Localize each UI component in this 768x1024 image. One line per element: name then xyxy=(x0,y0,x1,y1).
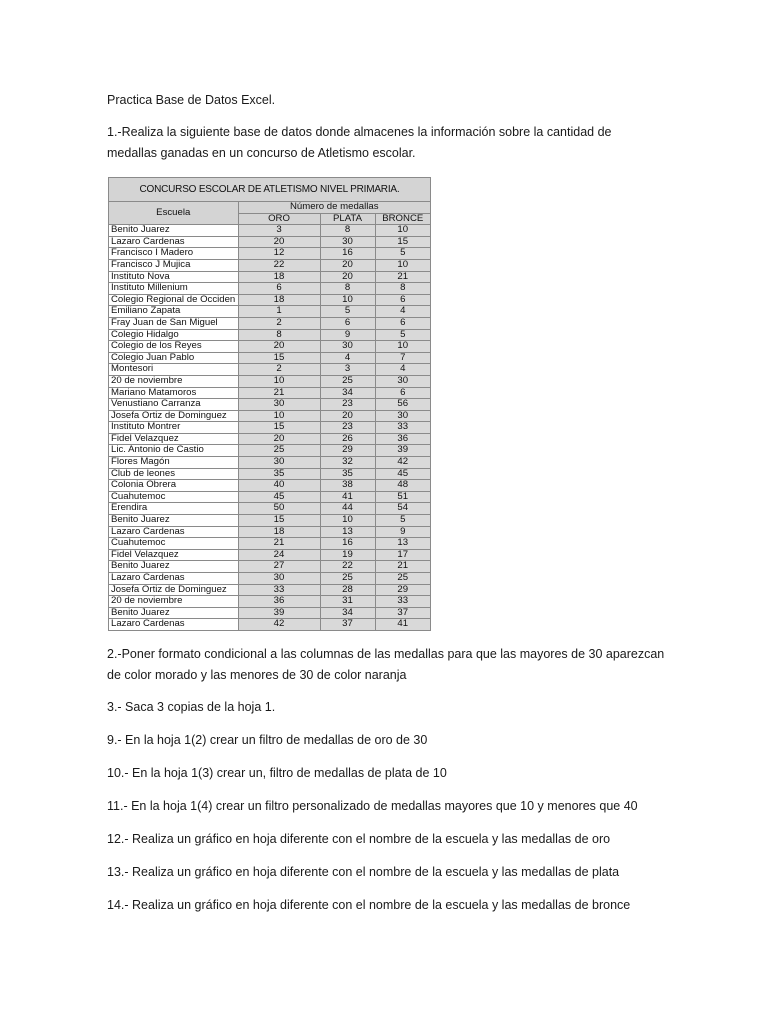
school-name-cell: Fray Juan de San Miguel xyxy=(109,317,238,329)
table-row xyxy=(109,248,430,260)
instruction-14: 14.- Realiza un gráfico en hoja diferente con el nombre de la escuela y las medallas de bronce xyxy=(107,898,631,912)
bronze-count-cell: 41 xyxy=(375,619,430,630)
silver-count-cell: 13 xyxy=(320,526,375,538)
bronze-count-cell: 8 xyxy=(375,283,430,295)
silver-count-cell: 34 xyxy=(320,387,375,399)
bronze-count-cell: 9 xyxy=(375,526,430,538)
bronze-count-cell: 21 xyxy=(375,561,430,573)
gold-count-cell: 20 xyxy=(238,341,320,353)
gold-count-cell: 22 xyxy=(238,259,320,271)
silver-count-cell: 8 xyxy=(320,283,375,295)
table-header-row xyxy=(109,202,430,213)
document-title: Practica Base de Datos Excel. xyxy=(107,93,276,107)
table-row xyxy=(109,503,430,515)
school-name-cell: Flores Magón xyxy=(109,457,238,469)
bronze-count-cell: 56 xyxy=(375,399,430,411)
gold-count-cell: 40 xyxy=(238,480,320,492)
silver-count-cell: 41 xyxy=(320,491,375,503)
silver-count-cell: 32 xyxy=(320,457,375,469)
table-row xyxy=(109,225,430,237)
silver-count-cell: 20 xyxy=(320,410,375,422)
bronze-count-cell: 6 xyxy=(375,294,430,306)
table-row xyxy=(109,294,430,306)
school-name-cell: Cuahutemoc xyxy=(109,538,238,550)
bronze-count-cell: 51 xyxy=(375,491,430,503)
bronze-count-cell: 4 xyxy=(375,364,430,376)
table-row xyxy=(109,468,430,480)
bronze-count-cell: 5 xyxy=(375,329,430,341)
instruction-9: 9.- En la hoja 1(2) crear un filtro de medallas de oro de 30 xyxy=(107,733,428,747)
table-row xyxy=(109,364,430,376)
bronze-count-cell: 13 xyxy=(375,538,430,550)
school-name-cell: Lazaro Cardenas xyxy=(109,236,238,248)
school-name-cell: Colegio de los Reyes xyxy=(109,341,238,353)
table-row xyxy=(109,283,430,295)
instruction-13: 13.- Realiza un gráfico en hoja diferente con el nombre de la escuela y las medallas de plata xyxy=(107,865,620,879)
gold-count-cell: 20 xyxy=(238,433,320,445)
silver-count-cell: 5 xyxy=(320,306,375,318)
bronze-count-cell: 15 xyxy=(375,236,430,248)
silver-count-cell: 4 xyxy=(320,352,375,364)
bronze-count-cell: 6 xyxy=(375,387,430,399)
school-name-cell: Instituto Millenium xyxy=(109,283,238,295)
instruction-2-line-2: de color morado y las menores de 30 de color naranja xyxy=(107,668,407,682)
silver-count-cell: 10 xyxy=(320,515,375,527)
gold-count-cell: 45 xyxy=(238,491,320,503)
bronze-count-cell: 10 xyxy=(375,341,430,353)
silver-count-cell: 26 xyxy=(320,433,375,445)
silver-count-cell: 34 xyxy=(320,607,375,619)
silver-count-cell: 35 xyxy=(320,468,375,480)
table-row xyxy=(109,387,430,399)
school-name-cell: Instituto Nova xyxy=(109,271,238,283)
medals-table xyxy=(109,202,430,630)
bronze-count-cell: 33 xyxy=(375,422,430,434)
school-name-cell: Benito Juarez xyxy=(109,561,238,573)
silver-count-cell: 25 xyxy=(320,573,375,585)
table-row xyxy=(109,526,430,538)
table-row xyxy=(109,259,430,271)
gold-count-cell: 18 xyxy=(238,271,320,283)
bronze-count-cell: 5 xyxy=(375,248,430,260)
bronze-count-cell: 39 xyxy=(375,445,430,457)
silver-count-cell: 23 xyxy=(320,422,375,434)
gold-count-cell: 24 xyxy=(238,549,320,561)
table-row xyxy=(109,329,430,341)
school-name-cell: Francisco I Madero xyxy=(109,248,238,260)
instruction-1-line-1: 1.-Realiza la siguiente base de datos donde almacenes la información sobre la cantidad de xyxy=(107,125,612,139)
bronze-count-cell: 29 xyxy=(375,584,430,596)
gold-count-cell: 39 xyxy=(238,607,320,619)
school-name-cell: Benito Juarez xyxy=(109,607,238,619)
bronze-count-cell: 10 xyxy=(375,259,430,271)
school-name-cell: Erendira xyxy=(109,503,238,515)
gold-count-cell: 15 xyxy=(238,515,320,527)
table-row xyxy=(109,515,430,527)
school-name-cell: Colegio Hidalgo xyxy=(109,329,238,341)
table-row xyxy=(109,410,430,422)
school-name-cell: Club de leones xyxy=(109,468,238,480)
bronze-count-cell: 54 xyxy=(375,503,430,515)
school-name-cell: Colegio Regional de Occiden xyxy=(109,294,238,306)
table-row xyxy=(109,480,430,492)
silver-count-cell: 20 xyxy=(320,259,375,271)
gold-column-header: ORO xyxy=(238,213,320,225)
table-row xyxy=(109,596,430,608)
school-name-cell: Mariano Matamoros xyxy=(109,387,238,399)
table-row xyxy=(109,561,430,573)
bronze-count-cell: 33 xyxy=(375,596,430,608)
instruction-1 xyxy=(107,122,612,164)
gold-count-cell: 18 xyxy=(238,294,320,306)
table-row xyxy=(109,399,430,411)
silver-count-cell: 37 xyxy=(320,619,375,630)
silver-count-cell: 28 xyxy=(320,584,375,596)
medal-count-group-header: Número de medallas xyxy=(238,202,430,213)
table-row xyxy=(109,619,430,630)
table-row xyxy=(109,306,430,318)
bronze-count-cell: 10 xyxy=(375,225,430,237)
bronze-count-cell: 48 xyxy=(375,480,430,492)
school-name-cell: 20 de noviembre xyxy=(109,375,238,387)
spreadsheet-title: CONCURSO ESCOLAR DE ATLETISMO NIVEL PRIMARIA. xyxy=(109,178,430,202)
bronze-count-cell: 21 xyxy=(375,271,430,283)
school-name-cell: Lazaro Cardenas xyxy=(109,526,238,538)
bronze-count-cell: 37 xyxy=(375,607,430,619)
gold-count-cell: 25 xyxy=(238,445,320,457)
school-name-cell: Fidel Velazquez xyxy=(109,549,238,561)
silver-count-cell: 16 xyxy=(320,248,375,260)
silver-count-cell: 31 xyxy=(320,596,375,608)
school-name-cell: Colonia Obrera xyxy=(109,480,238,492)
school-name-cell: Benito Juarez xyxy=(109,225,238,237)
silver-count-cell: 3 xyxy=(320,364,375,376)
table-row xyxy=(109,271,430,283)
silver-count-cell: 38 xyxy=(320,480,375,492)
gold-count-cell: 12 xyxy=(238,248,320,260)
instruction-2 xyxy=(107,644,664,686)
table-row xyxy=(109,317,430,329)
instruction-10: 10.- En la hoja 1(3) crear un, filtro de medallas de plata de 10 xyxy=(107,766,447,780)
bronze-count-cell: 42 xyxy=(375,457,430,469)
school-column-header: Escuela xyxy=(109,202,238,225)
gold-count-cell: 15 xyxy=(238,422,320,434)
school-name-cell: Lic. Antonio de Castio xyxy=(109,445,238,457)
bronze-count-cell: 30 xyxy=(375,410,430,422)
school-name-cell: Benito Juarez xyxy=(109,515,238,527)
bronze-count-cell: 36 xyxy=(375,433,430,445)
gold-count-cell: 20 xyxy=(238,236,320,248)
bronze-count-cell: 7 xyxy=(375,352,430,364)
bronze-count-cell: 5 xyxy=(375,515,430,527)
silver-count-cell: 44 xyxy=(320,503,375,515)
silver-count-cell: 8 xyxy=(320,225,375,237)
instruction-2-line-1: 2.-Poner formato condicional a las columnas de las medallas para que las mayores de 30 aparezcan xyxy=(107,647,665,661)
gold-count-cell: 18 xyxy=(238,526,320,538)
medals-table-body xyxy=(109,225,430,630)
table-row xyxy=(109,352,430,364)
gold-count-cell: 27 xyxy=(238,561,320,573)
bronze-count-cell: 17 xyxy=(375,549,430,561)
school-name-cell: Colegio Juan Pablo xyxy=(109,352,238,364)
silver-count-cell: 29 xyxy=(320,445,375,457)
gold-count-cell: 21 xyxy=(238,387,320,399)
table-row xyxy=(109,445,430,457)
silver-count-cell: 30 xyxy=(320,236,375,248)
gold-count-cell: 2 xyxy=(238,364,320,376)
silver-count-cell: 20 xyxy=(320,271,375,283)
gold-count-cell: 50 xyxy=(238,503,320,515)
table-row xyxy=(109,607,430,619)
silver-count-cell: 25 xyxy=(320,375,375,387)
table-row xyxy=(109,433,430,445)
gold-count-cell: 2 xyxy=(238,317,320,329)
gold-count-cell: 35 xyxy=(238,468,320,480)
gold-count-cell: 42 xyxy=(238,619,320,630)
school-name-cell: Cuahutemoc xyxy=(109,491,238,503)
silver-count-cell: 23 xyxy=(320,399,375,411)
gold-count-cell: 30 xyxy=(238,457,320,469)
instruction-11: 11.- En la hoja 1(4) crear un filtro personalizado de medallas mayores que 10 y menores que 40 xyxy=(107,799,638,813)
gold-count-cell: 36 xyxy=(238,596,320,608)
bronze-count-cell: 6 xyxy=(375,317,430,329)
bronze-count-cell: 25 xyxy=(375,573,430,585)
table-row xyxy=(109,584,430,596)
gold-count-cell: 10 xyxy=(238,410,320,422)
silver-count-cell: 22 xyxy=(320,561,375,573)
school-name-cell: Instituto Montrer xyxy=(109,422,238,434)
gold-count-cell: 3 xyxy=(238,225,320,237)
table-row xyxy=(109,236,430,248)
silver-count-cell: 9 xyxy=(320,329,375,341)
gold-count-cell: 1 xyxy=(238,306,320,318)
table-row xyxy=(109,549,430,561)
school-name-cell: Josefa Ortiz de Dominguez xyxy=(109,584,238,596)
bronze-count-cell: 30 xyxy=(375,375,430,387)
silver-count-cell: 16 xyxy=(320,538,375,550)
school-name-cell: Lazaro Cardenas xyxy=(109,573,238,585)
table-row xyxy=(109,457,430,469)
silver-count-cell: 19 xyxy=(320,549,375,561)
bronze-count-cell: 45 xyxy=(375,468,430,480)
silver-count-cell: 6 xyxy=(320,317,375,329)
school-name-cell: Francisco J Mujica xyxy=(109,259,238,271)
spreadsheet-image xyxy=(108,177,431,631)
gold-count-cell: 15 xyxy=(238,352,320,364)
silver-count-cell: 30 xyxy=(320,341,375,353)
bronze-column-header: BRONCE xyxy=(375,213,430,225)
gold-count-cell: 21 xyxy=(238,538,320,550)
gold-count-cell: 30 xyxy=(238,399,320,411)
gold-count-cell: 8 xyxy=(238,329,320,341)
table-row xyxy=(109,491,430,503)
silver-count-cell: 10 xyxy=(320,294,375,306)
school-name-cell: Montesori xyxy=(109,364,238,376)
instruction-1-line-2: medallas ganadas en un concurso de Atletismo escolar. xyxy=(107,146,416,160)
table-row xyxy=(109,538,430,550)
bronze-count-cell: 4 xyxy=(375,306,430,318)
table-row xyxy=(109,375,430,387)
table-row xyxy=(109,422,430,434)
gold-count-cell: 33 xyxy=(238,584,320,596)
gold-count-cell: 6 xyxy=(238,283,320,295)
school-name-cell: Fidel Velazquez xyxy=(109,433,238,445)
instruction-12: 12.- Realiza un gráfico en hoja diferente con el nombre de la escuela y las medallas de oro xyxy=(107,832,611,846)
instruction-3: 3.- Saca 3 copias de la hoja 1. xyxy=(107,700,276,714)
gold-count-cell: 30 xyxy=(238,573,320,585)
gold-count-cell: 10 xyxy=(238,375,320,387)
school-name-cell: Emiliano Zapata xyxy=(109,306,238,318)
school-name-cell: 20 de noviembre xyxy=(109,596,238,608)
table-row xyxy=(109,341,430,353)
school-name-cell: Josefa Ortiz de Dominguez xyxy=(109,410,238,422)
table-row xyxy=(109,573,430,585)
silver-column-header: PLATA xyxy=(320,213,375,225)
school-name-cell: Lazaro Cardenas xyxy=(109,619,238,630)
school-name-cell: Venustiano Carranza xyxy=(109,399,238,411)
